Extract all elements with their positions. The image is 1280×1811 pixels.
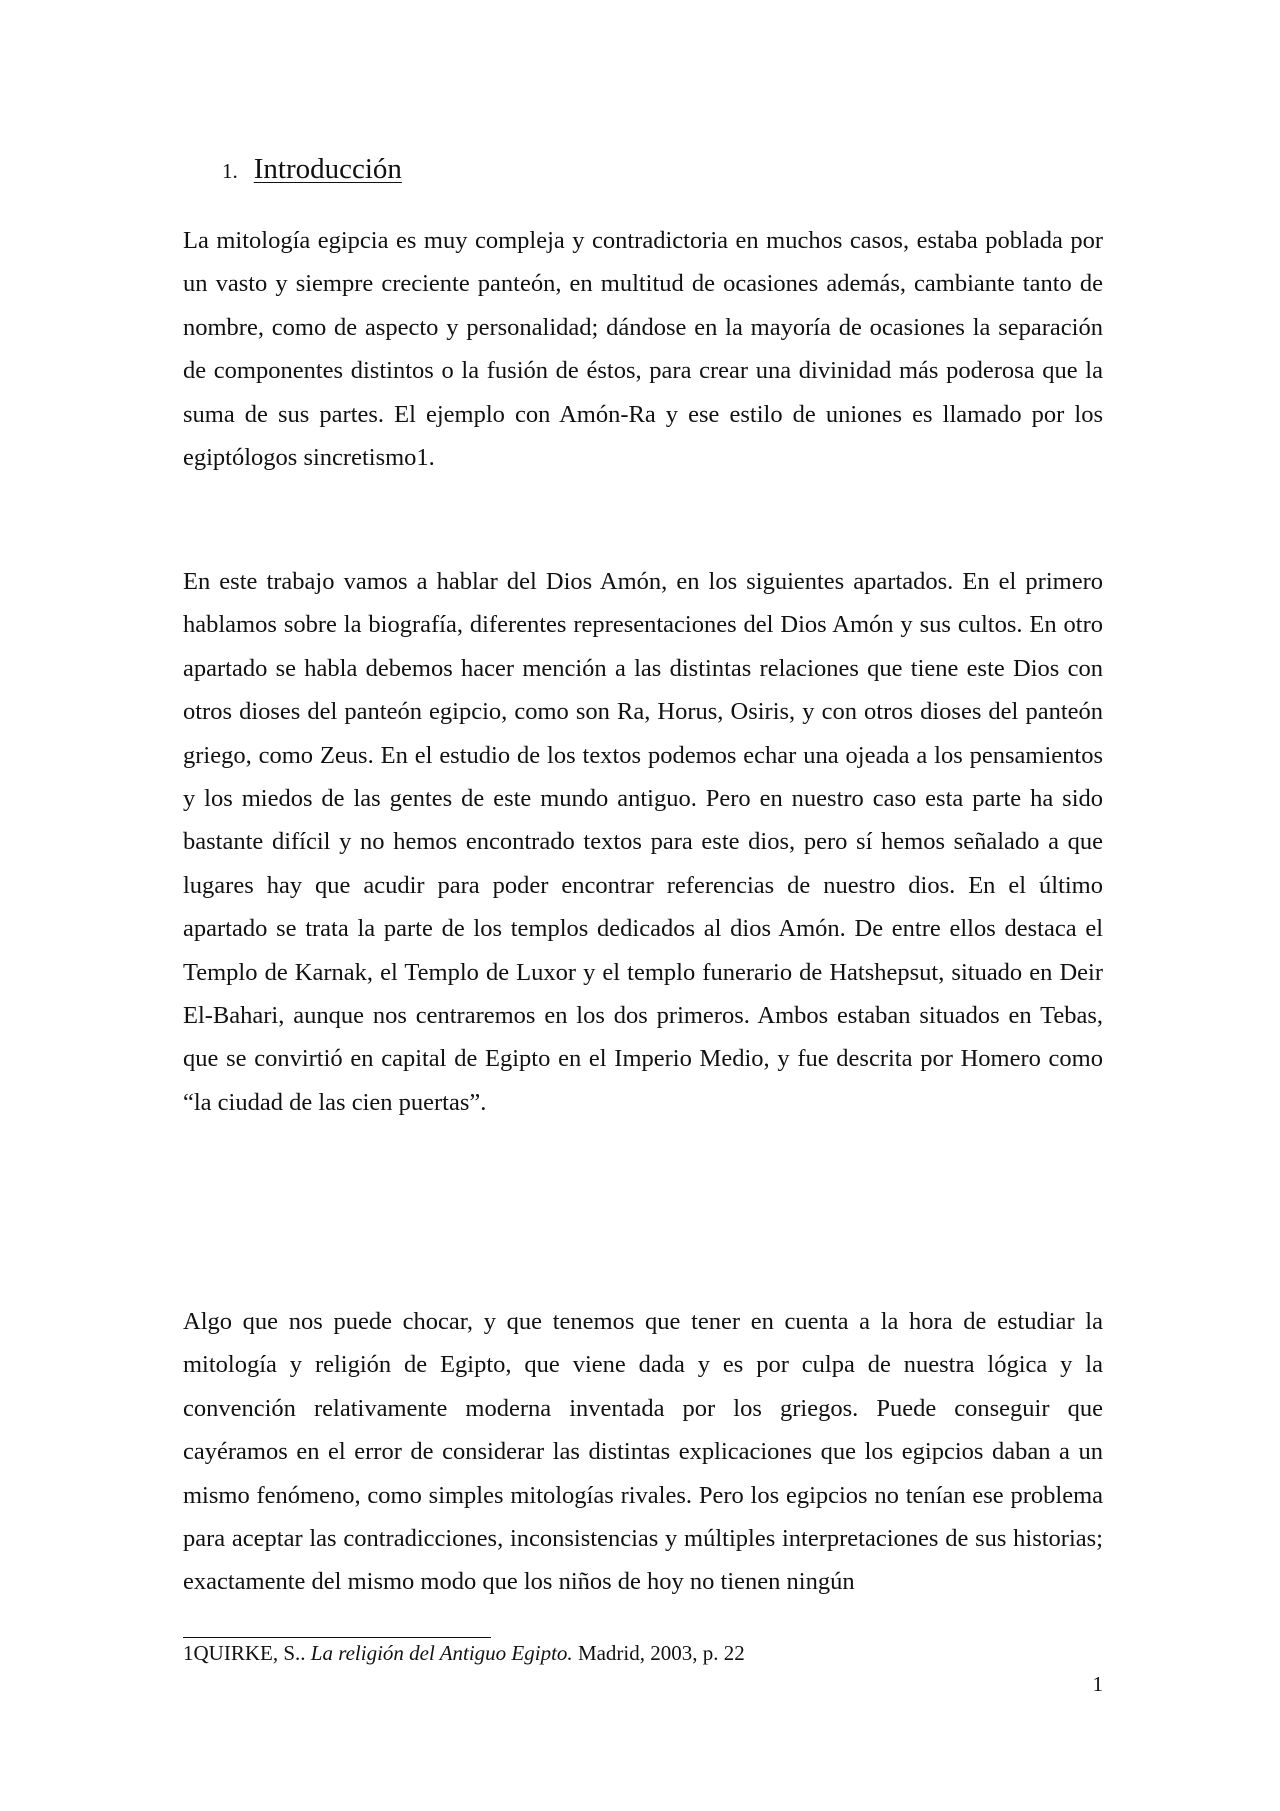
section-title: Introducción [253, 153, 402, 185]
footnote-marker: 1 [183, 1641, 194, 1665]
footnote-publication: Madrid, 2003, p. 22 [577, 1641, 745, 1665]
paragraph-intro: La mitología egipcia es muy compleja y contradictoria en muchos casos, estaba poblada por un vasto y siempre creciente panteón, en multitud de ocasiones además, cambiante tanto de nombre, como de aspecto y personalidad; dándose en la mayoría de ocasiones la separación de componentes distintos o la fusión de éstos, para crear una divinidad más poderosa que la suma de sus partes. El ejemplo con Amón-Ra y ese estilo de uniones es llamado por los egiptólogos sincretismo1. [183, 227, 1103, 472]
footnote-separator [183, 1637, 491, 1638]
section-heading [222, 149, 402, 191]
paragraph-overview: En este trabajo vamos a hablar del Dios Amón, en los siguientes apartados. En el primero hablamos sobre la biografía, diferentes representaciones del Dios Amón y sus cultos. En otro apartado se habla debemos hacer mención a las distintas relaciones que tiene este Dios con otros dioses del panteón egipcio, como son Ra, Horus, Osiris, y con otros dioses del panteón griego, como Zeus. En el estudio de los textos podemos echar una ojeada a los pensamientos y los miedos de las gentes de este mundo antiguo. Pero en nuestro caso esta parte ha sido bastante difícil y no hemos encontrado textos para este dios, pero sí hemos señalado a que lugares hay que acudir para poder encontrar referencias de nuestro dios. En el último apartado se trata la parte de los templos dedicados al dios Amón. De entre ellos destaca el Templo de Karnak, el Templo de Luxor y el templo funerario de Hatshepsut, situado en Deir El-Bahari, aunque nos centraremos en los dos primeros. Ambos estaban situados en Tebas, que se convirtió en capital de Egipto en el Imperio Medio, y fue descrita por Homero como “la ciudad de las cien puertas”. [183, 568, 1103, 1116]
paragraph-contradictions: Algo que nos puede chocar, y que tenemos que tener en cuenta a la hora de estudiar la mitología y religión de Egipto, que viene dada y es por culpa de nuestra lógica y la convención relativamente moderna inventada por los griegos. Puede conseguir que cayéramos en el error de considerar las distintas explicaciones que los egipcios daban a un mismo fenómeno, como simples mitologías rivales. Pero los egipcios no tenían ese problema para aceptar las contradicciones, inconsistencias y múltiples interpretaciones de sus historias; exactamente del mismo modo que los niños de hoy no tienen ningún [183, 1308, 1103, 1596]
footnote-author: QUIRKE, S.. [193, 1641, 306, 1665]
page-number: 1 [1092, 1672, 1103, 1696]
footnote-book-title: La religión del Antiguo Egipto. [310, 1641, 573, 1665]
section-number: 1. [222, 159, 238, 183]
footnote [183, 1639, 745, 1667]
